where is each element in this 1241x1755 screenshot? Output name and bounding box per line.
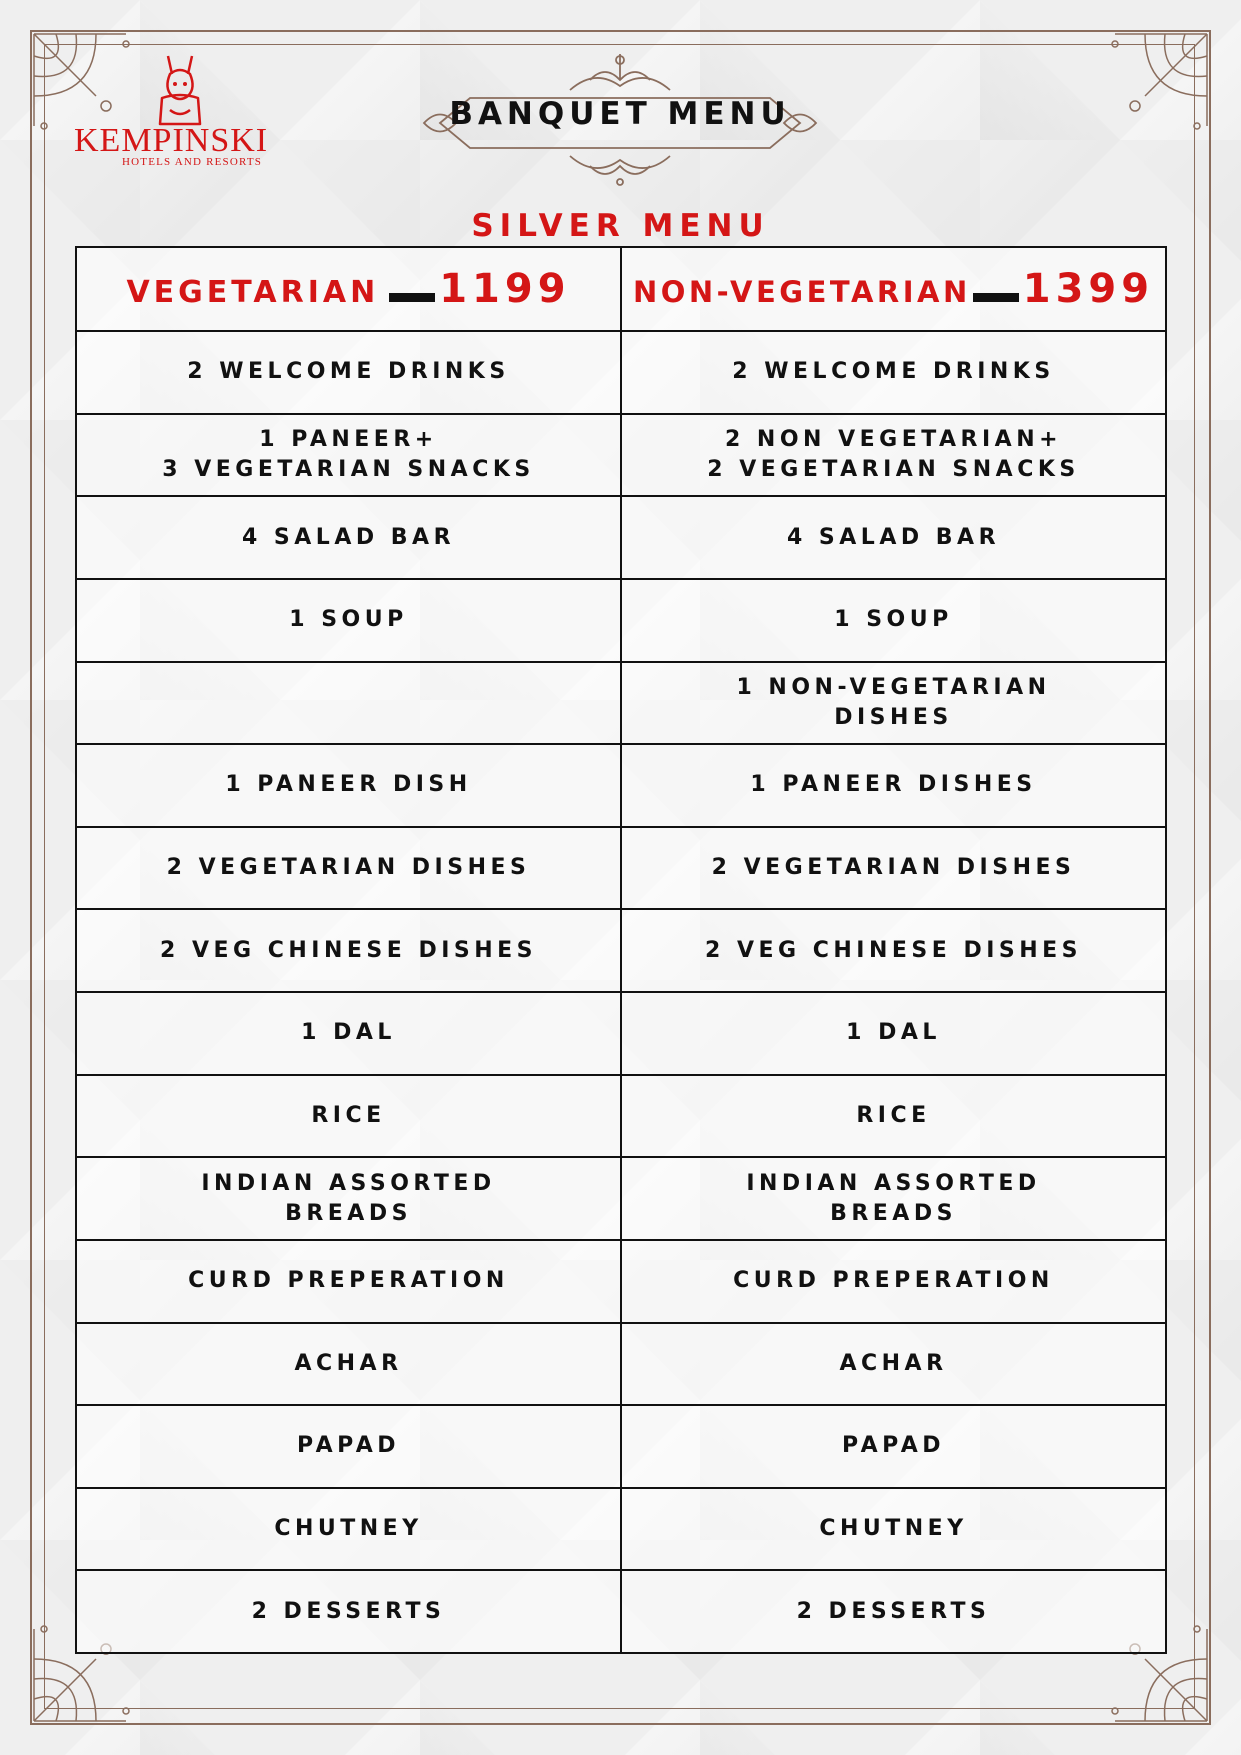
- non-vegetarian-item: PAPAD: [621, 1405, 1166, 1488]
- non-vegetarian-item: INDIAN ASSORTED BREADS: [621, 1157, 1166, 1240]
- table-row: [76, 662, 1166, 745]
- non-vegetarian-item: CURD PREPERATION: [621, 1240, 1166, 1323]
- non-vegetarian-item: CHUTNEY: [621, 1488, 1166, 1571]
- vegetarian-item: [76, 662, 621, 745]
- vegetarian-item: 1 SOUP: [76, 579, 621, 662]
- table-row: [76, 744, 1166, 827]
- vegetarian-item: 2 DESSERTS: [76, 1570, 621, 1653]
- table-row: [76, 1157, 1166, 1240]
- table-row: [76, 1240, 1166, 1323]
- non-vegetarian-item: 2 NON VEGETARIAN+ 2 VEGETARIAN SNACKS: [621, 414, 1166, 497]
- table-row: [76, 1570, 1166, 1653]
- kangaroo-icon: [148, 52, 212, 128]
- non-vegetarian-item: 2 WELCOME DRINKS: [621, 331, 1166, 414]
- brand-logo: [70, 52, 290, 182]
- menu-table: [75, 246, 1167, 1654]
- header-price: 1199: [439, 266, 571, 312]
- vegetarian-item: 2 WELCOME DRINKS: [76, 331, 621, 414]
- non-vegetarian-item: 1 PANEER DISHES: [621, 744, 1166, 827]
- table-row: [76, 579, 1166, 662]
- dash-divider: [973, 293, 1019, 302]
- header-vegetarian: [76, 247, 621, 331]
- vegetarian-item: 1 PANEER DISH: [76, 744, 621, 827]
- table-row: [76, 1323, 1166, 1406]
- non-vegetarian-item: 2 VEGETARIAN DISHES: [621, 827, 1166, 910]
- vegetarian-item: 1 PANEER+ 3 VEGETARIAN SNACKS: [76, 414, 621, 497]
- menu-header-row: [76, 247, 1166, 331]
- vegetarian-item: CURD PREPERATION: [76, 1240, 621, 1323]
- header-name: NON-VEGETARIAN: [632, 275, 971, 309]
- vegetarian-item: INDIAN ASSORTED BREADS: [76, 1157, 621, 1240]
- header-non-vegetarian: [621, 247, 1166, 331]
- non-vegetarian-item: 4 SALAD BAR: [621, 496, 1166, 579]
- brand-name: KEMPINSKI: [74, 122, 269, 159]
- table-row: [76, 1488, 1166, 1571]
- brand-tagline: HOTELS AND RESORTS: [122, 156, 263, 168]
- table-row: [76, 992, 1166, 1075]
- non-vegetarian-item: 2 VEG CHINESE DISHES: [621, 909, 1166, 992]
- non-vegetarian-item: 2 DESSERTS: [621, 1570, 1166, 1653]
- vegetarian-item: RICE: [76, 1075, 621, 1158]
- non-vegetarian-item: 1 DAL: [621, 992, 1166, 1075]
- table-row: [76, 1405, 1166, 1488]
- non-vegetarian-item: RICE: [621, 1075, 1166, 1158]
- vegetarian-item: PAPAD: [76, 1405, 621, 1488]
- page-title: BANQUET MENU: [449, 96, 791, 132]
- header-name: VEGETARIAN: [126, 275, 380, 310]
- table-row: [76, 331, 1166, 414]
- vegetarian-item: 4 SALAD BAR: [76, 496, 621, 579]
- vegetarian-item: 1 DAL: [76, 992, 621, 1075]
- title-ornament: [410, 50, 830, 190]
- menu-tier-title: SILVER MENU: [471, 208, 770, 244]
- table-row: [76, 909, 1166, 992]
- vegetarian-item: 2 VEGETARIAN DISHES: [76, 827, 621, 910]
- vegetarian-item: ACHAR: [76, 1323, 621, 1406]
- header-price: 1399: [1022, 266, 1155, 312]
- table-row: [76, 1075, 1166, 1158]
- non-vegetarian-item: 1 NON-VEGETARIAN DISHES: [621, 662, 1166, 745]
- table-row: [76, 496, 1166, 579]
- table-row: [76, 414, 1166, 497]
- non-vegetarian-item: ACHAR: [621, 1323, 1166, 1406]
- non-vegetarian-item: 1 SOUP: [621, 579, 1166, 662]
- vegetarian-item: 2 VEG CHINESE DISHES: [76, 909, 621, 992]
- dash-divider: [389, 293, 435, 302]
- corner-ornament-top-right: [1105, 26, 1215, 136]
- table-row: [76, 827, 1166, 910]
- vegetarian-item: CHUTNEY: [76, 1488, 621, 1571]
